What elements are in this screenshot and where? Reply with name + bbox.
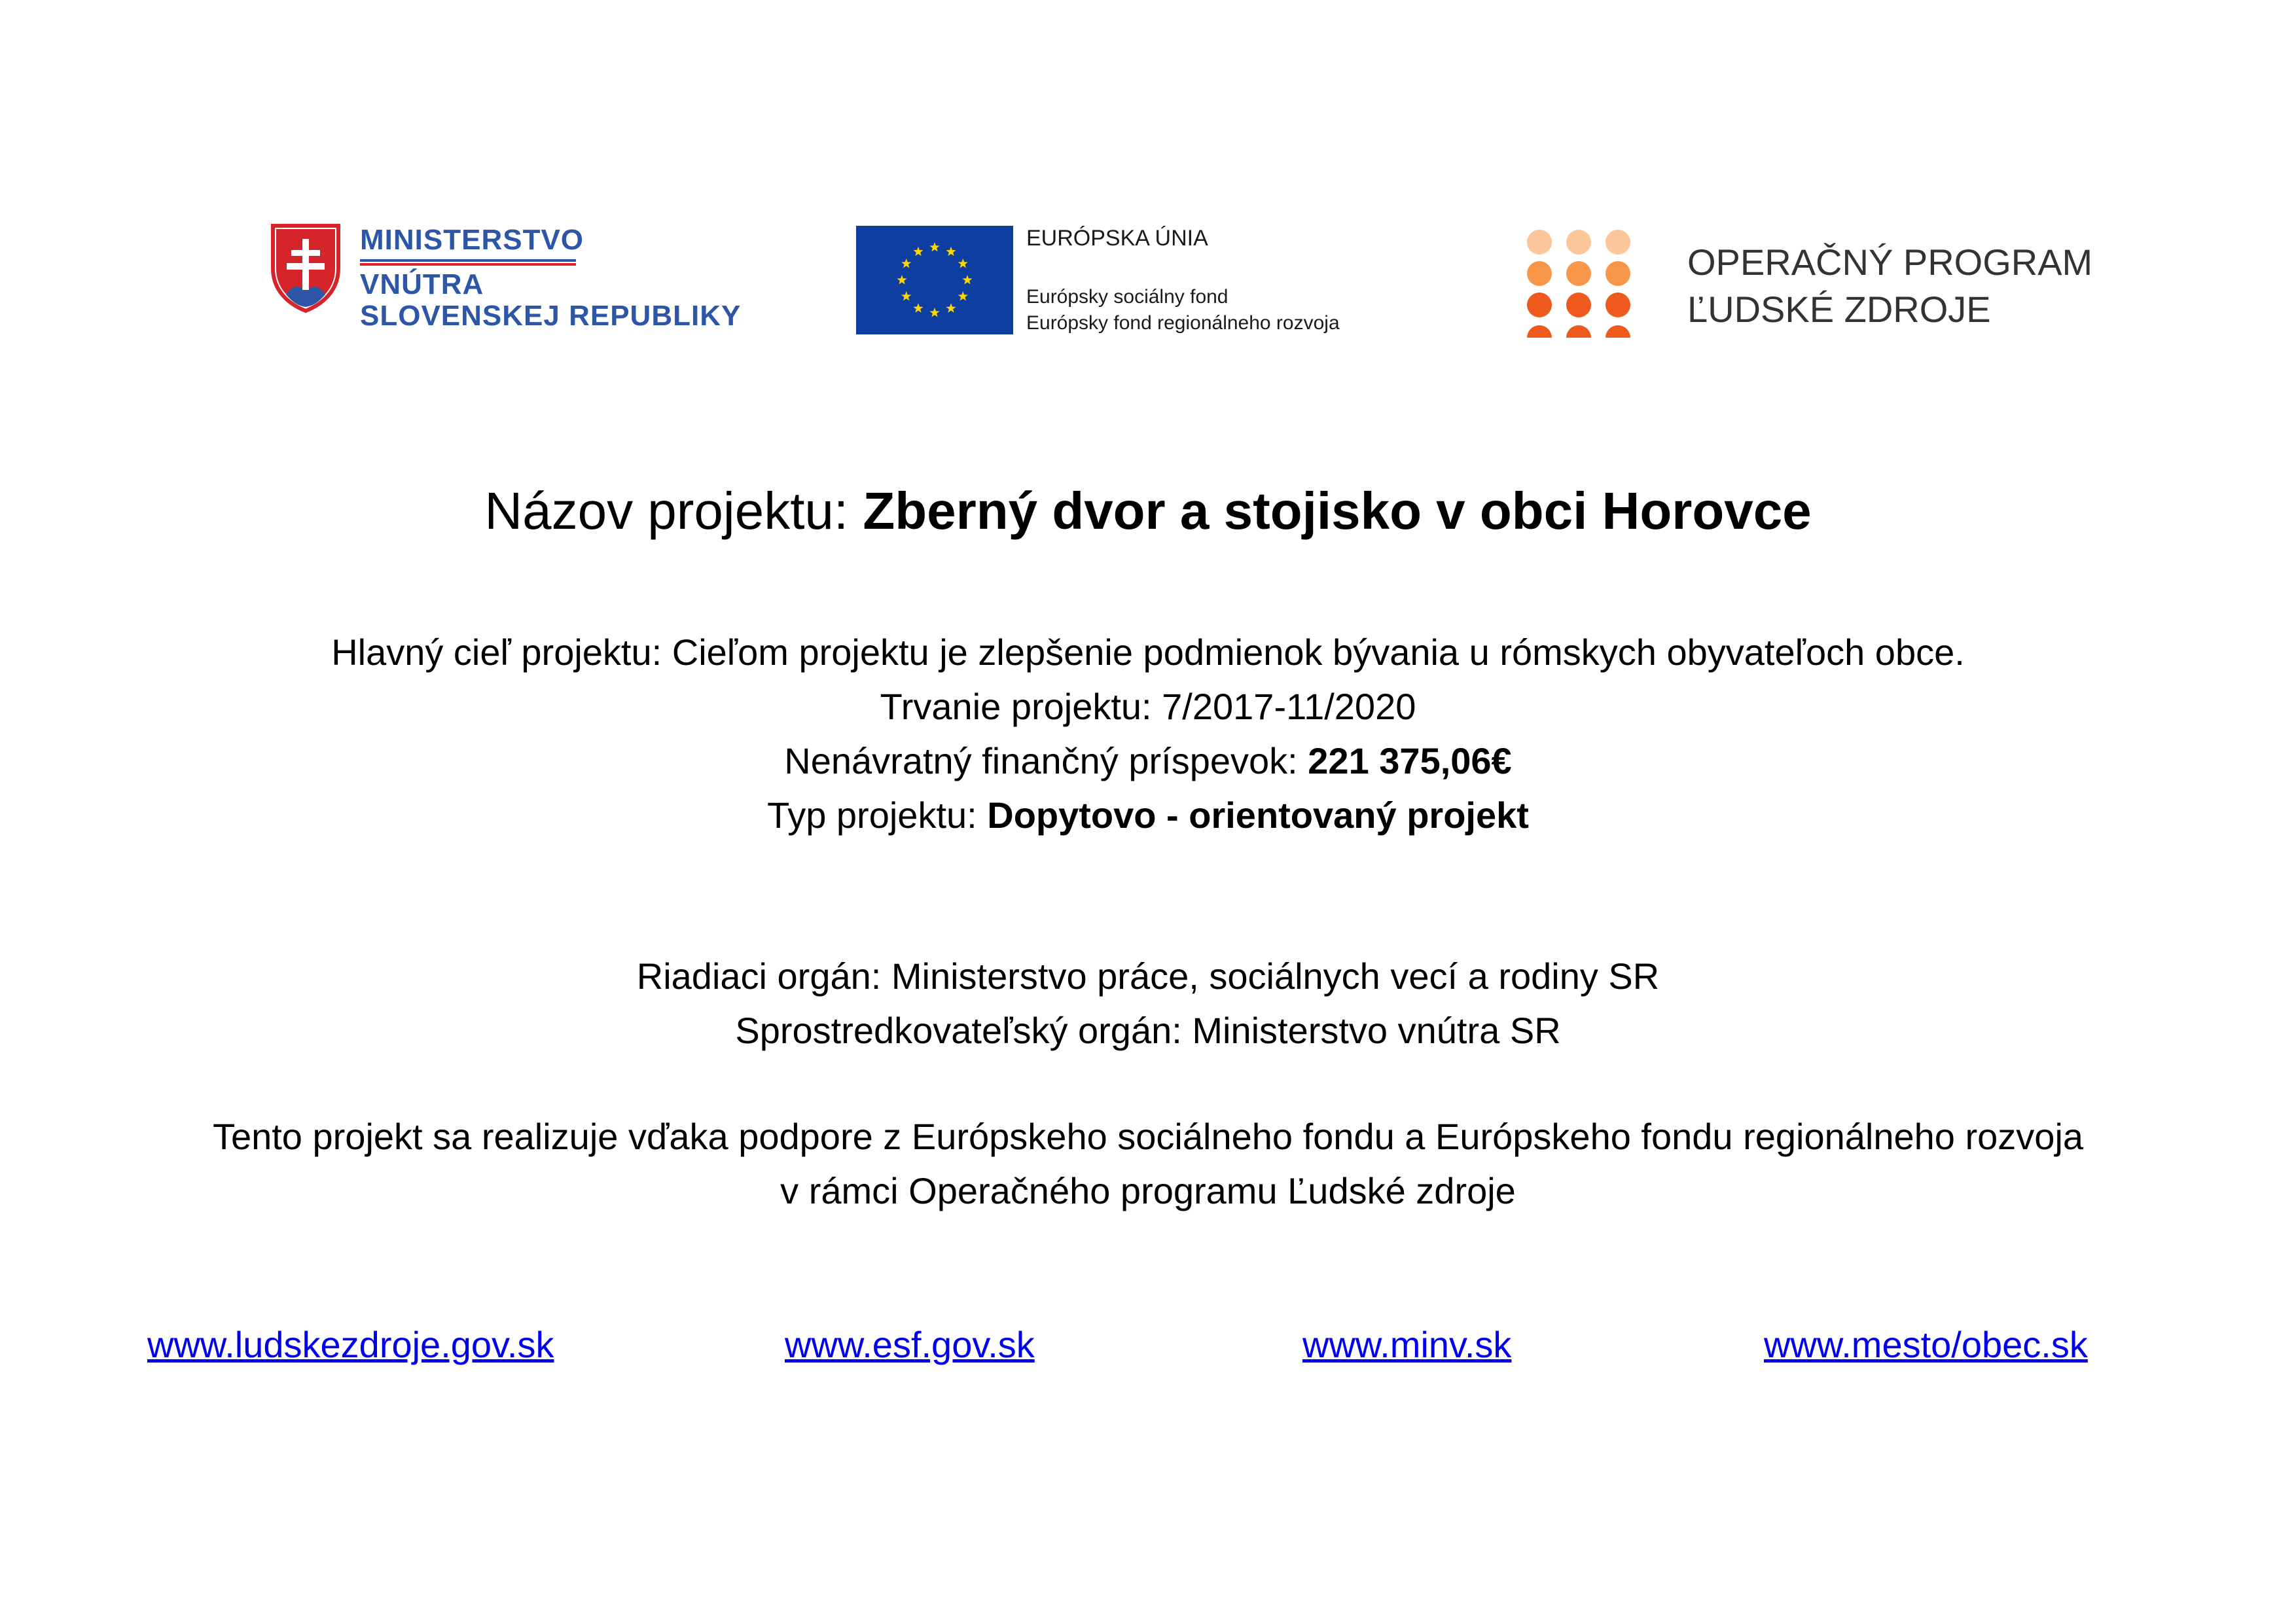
project-type-label: Typ projektu: [767,794,977,836]
op-logo [1525,229,2093,340]
project-duration: Trvanie projektu: 7/2017-11/2020 [880,686,1416,727]
project-title-label: Názov projektu: [484,482,849,540]
project-goal: Hlavný cieľ projektu: Cieľom projektu je zlepšenie podmienok bývania u rómskych obyvateľoch obce. [331,632,1965,673]
project-type-value: Dopytovo - orientovaný projekt [987,794,1529,836]
slovak-coat-of-arms-icon [270,223,342,314]
eu-fund-erdf: Európsky fond regionálneho rozvoja [1026,312,1340,334]
ministry-name-line2: VNÚTRA [360,268,484,300]
project-type [0,788,2296,842]
op-name-line2: ĽUDSKÉ ZDROJE [1687,289,1991,330]
managing-authority: Riadiaci orgán: Ministerstvo práce, sociálnych vecí a rodiny SR [636,955,1660,997]
project-title [0,481,2296,541]
logo-row [0,0,2296,458]
project-grant-value: 221 375,06€ [1308,740,1512,781]
ministry-name-line3: SLOVENSKEJ REPUBLIKY [360,300,742,332]
ministry-logo [270,223,742,334]
eu-logo [856,226,1419,337]
link-minv[interactable]: www.minv.sk [1302,1324,1512,1365]
funding-statement [0,1109,2296,1218]
ministry-name-line1: MINISTERSTVO [360,224,584,256]
link-esf[interactable]: www.esf.gov.sk [785,1324,1035,1365]
project-title-value: Zberný dvor a stojisko v obci Horovce [863,482,1812,540]
project-grant [0,734,2296,788]
intermediate-body: Sprostredkovateľský orgán: Ministerstvo vnútra SR [735,1010,1561,1051]
op-name-line1: OPERAČNÝ PROGRAM [1687,241,2093,283]
funding-line2: v rámci Operačného programu Ľudské zdroje [780,1170,1516,1211]
project-details [0,625,2296,842]
eu-flag-icon [856,226,1013,334]
project-bodies [0,949,2296,1058]
funding-line1: Tento projekt sa realizuje vďaka podpore z Európskeho sociálneho fondu a Európskeho fondu regionálneho rozvoja [212,1116,2084,1157]
link-ludskezdroje[interactable]: www.ludskezdroje.gov.sk [147,1324,554,1365]
link-mesto-obec[interactable]: www.mesto/obec.sk [1764,1324,2088,1365]
eu-name: EURÓPSKA ÚNIA [1026,226,1208,251]
eu-fund-esf: Európsky sociálny fond [1026,286,1229,308]
project-grant-label: Nenávratný finančný príspevok: [784,740,1298,781]
op-dots-icon [1525,229,1636,338]
